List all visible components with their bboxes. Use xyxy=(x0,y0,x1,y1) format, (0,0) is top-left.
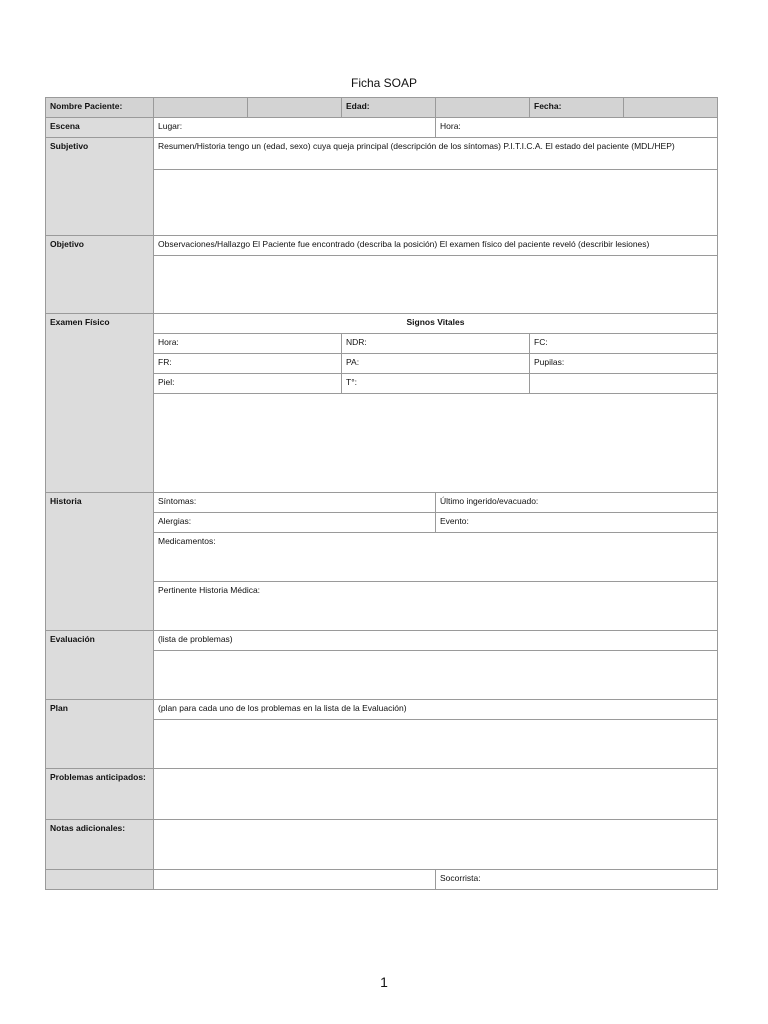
subjective-prompt-row xyxy=(46,138,718,170)
page-number: 1 xyxy=(380,974,388,990)
fr-field[interactable]: FR: xyxy=(154,354,342,374)
notes-row xyxy=(46,820,718,870)
section-label-physical-exam: Examen Físico xyxy=(46,314,154,493)
soap-form-table xyxy=(45,97,718,890)
patient-name-field-2[interactable] xyxy=(248,98,342,118)
section-label-objective: Objetivo xyxy=(46,236,154,314)
vitals-title: Signos Vitales xyxy=(154,314,718,334)
assessment-prompt-row xyxy=(46,631,718,651)
patient-name-label: Nombre Paciente: xyxy=(46,98,154,118)
section-label-scene: Escena xyxy=(46,118,154,138)
scene-time-field[interactable]: Hora: xyxy=(436,118,718,138)
plan-answer-field[interactable] xyxy=(154,720,718,769)
place-field[interactable]: Lugar: xyxy=(154,118,436,138)
plan-prompt: (plan para cada uno de los problemas en la lista de la Evaluación) xyxy=(154,700,718,720)
date-label: Fecha: xyxy=(530,98,624,118)
subjective-prompt: Resumen/Historia tengo un (edad, sexo) cuya queja principal (descripción de los síntomas) P.I.T.I.C.A. El estado del paciente (MDL/HEP) xyxy=(154,138,718,170)
footer-label-cell xyxy=(46,870,154,890)
scene-row xyxy=(46,118,718,138)
section-label-notes: Notas adicionales: xyxy=(46,820,154,870)
section-label-history: Historia xyxy=(46,493,154,631)
assessment-answer-field[interactable] xyxy=(154,651,718,700)
document-title: Ficha SOAP xyxy=(350,76,418,90)
anticipated-row xyxy=(46,769,718,820)
ndr-field[interactable]: NDR: xyxy=(342,334,530,354)
vitals-time-field[interactable]: Hora: xyxy=(154,334,342,354)
medications-field[interactable]: Medicamentos: xyxy=(154,533,718,582)
last-intake-field[interactable]: Último ingerido/evacuado: xyxy=(436,493,718,513)
pa-field[interactable]: PA: xyxy=(342,354,530,374)
skin-field[interactable]: Piel: xyxy=(154,374,342,394)
footer-empty-field[interactable] xyxy=(154,870,436,890)
age-field[interactable] xyxy=(436,98,530,118)
patient-name-field[interactable] xyxy=(154,98,248,118)
date-field[interactable] xyxy=(624,98,718,118)
plan-prompt-row xyxy=(46,700,718,720)
objective-prompt-row xyxy=(46,236,718,256)
anticipated-field[interactable] xyxy=(154,769,718,820)
section-label-anticipated: Problemas anticipados: xyxy=(46,769,154,820)
medical-history-field[interactable]: Pertinente Historia Médica: xyxy=(154,582,718,631)
symptoms-field[interactable]: Síntomas: xyxy=(154,493,436,513)
section-label-assessment: Evaluación xyxy=(46,631,154,700)
temperature-field[interactable]: T°: xyxy=(342,374,530,394)
assessment-prompt: (lista de problemas) xyxy=(154,631,718,651)
rescuer-field[interactable]: Socorrista: xyxy=(436,870,718,890)
objective-answer-field[interactable] xyxy=(154,256,718,314)
allergies-field[interactable]: Alergias: xyxy=(154,513,436,533)
header-row xyxy=(46,98,718,118)
age-label: Edad: xyxy=(342,98,436,118)
pupils-field[interactable]: Pupilas: xyxy=(530,354,718,374)
fc-field[interactable]: FC: xyxy=(530,334,718,354)
history-row-1 xyxy=(46,493,718,513)
physical-exam-notes-field[interactable] xyxy=(154,394,718,493)
event-field[interactable]: Evento: xyxy=(436,513,718,533)
vitals-empty-field[interactable] xyxy=(530,374,718,394)
subjective-answer-field[interactable] xyxy=(154,170,718,236)
section-label-subjective: Subjetivo xyxy=(46,138,154,236)
objective-prompt: Observaciones/Hallazgo El Paciente fue encontrado (describa la posición) El examen físico del paciente reveló (describir lesiones) xyxy=(154,236,718,256)
vitals-title-row xyxy=(46,314,718,334)
section-label-plan: Plan xyxy=(46,700,154,769)
notes-field[interactable] xyxy=(154,820,718,870)
footer-row xyxy=(46,870,718,890)
